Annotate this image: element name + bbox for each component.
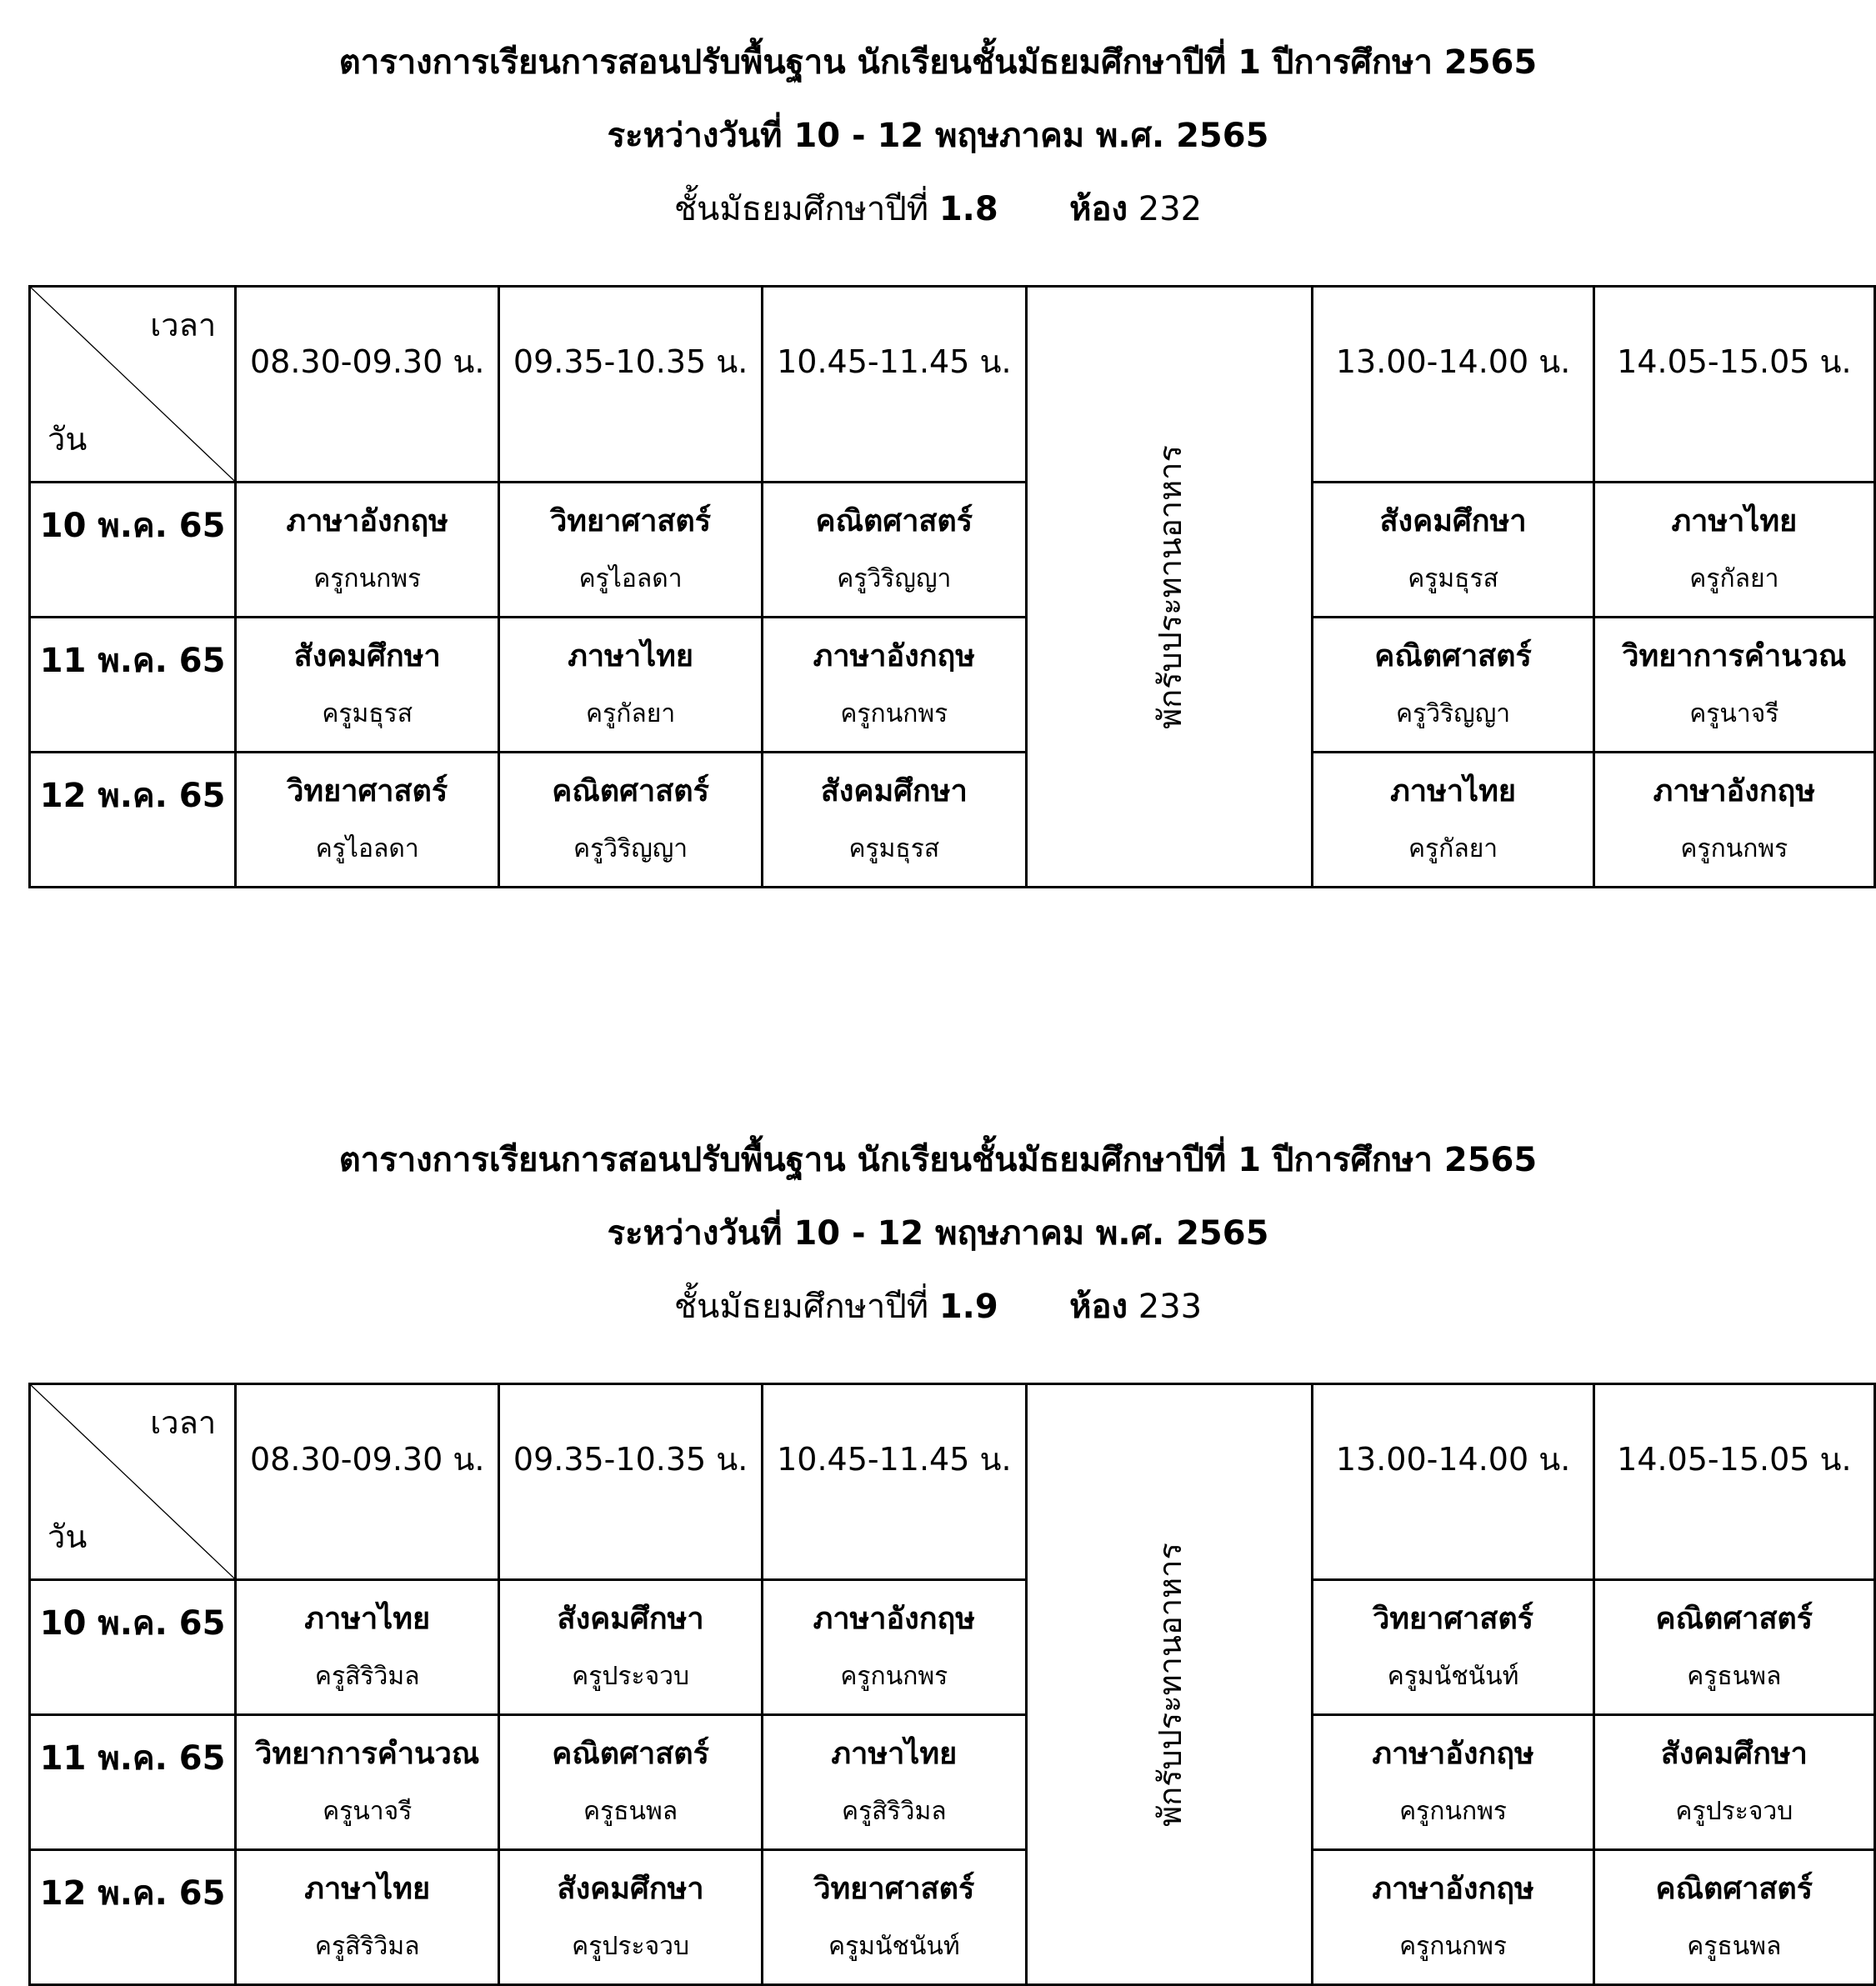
subject: ภาษาอังกฤษ <box>1653 774 1816 808</box>
teacher: ครูมธุรส <box>848 834 940 863</box>
class-cell <box>1593 1850 1874 1985</box>
class-cell <box>1313 1850 1593 1985</box>
class-cell <box>763 483 1027 618</box>
time-header: 10.45-11.45 น. <box>763 287 1027 483</box>
table-row <box>30 1715 1875 1850</box>
subject: ภาษาไทย <box>304 1872 431 1906</box>
teacher: ครูนาจรี <box>1689 699 1779 728</box>
table-row <box>30 1850 1875 1985</box>
class-cell <box>499 618 763 753</box>
class-cell <box>236 1850 499 1985</box>
subject: สังคมศึกษา <box>557 1602 704 1636</box>
subject: วิทยาศาสตร์ <box>1373 1602 1534 1636</box>
header-row <box>30 287 1875 483</box>
teacher: ครูไอลดา <box>315 834 419 863</box>
class-cell <box>1313 1715 1593 1850</box>
time-header: 13.00-14.00 น. <box>1313 1384 1593 1580</box>
corner-cell <box>30 1384 236 1580</box>
subject: ภาษาไทย <box>1390 774 1516 808</box>
table-row <box>30 618 1875 753</box>
teacher: ครูกนกพร <box>1680 834 1788 863</box>
schedule-title: ตารางการเรียนการสอนปรับพื้นฐาน นักเรียนชั้นมัธยมศึกษาปีที่ 1 ปีการศึกษา 2565 <box>338 43 1538 82</box>
room-label: ห้อง <box>1069 1288 1128 1326</box>
subject: ภาษาอังกฤษ <box>813 639 976 673</box>
subject: วิทยาการคำนวณ <box>255 1737 480 1771</box>
class-cell <box>1313 753 1593 888</box>
subject: คณิตศาสตร์ <box>815 504 973 538</box>
class-cell <box>1593 618 1874 753</box>
subject: สังคมศึกษา <box>820 774 968 808</box>
teacher: ครูกนกพร <box>1399 1797 1508 1826</box>
table-row <box>30 483 1875 618</box>
teacher: ครูกนกพร <box>313 564 422 593</box>
class-cell <box>499 1715 763 1850</box>
class-cell <box>236 753 499 888</box>
class-cell <box>236 1580 499 1715</box>
teacher: ครูไอลดา <box>578 564 683 593</box>
teacher: ครูสิริวิมล <box>314 1932 420 1961</box>
teacher: ครูประจวบ <box>572 1662 690 1691</box>
subject: คณิตศาสตร์ <box>552 774 709 808</box>
class-cell <box>1593 1580 1874 1715</box>
teacher: ครูกนกพร <box>1399 1932 1508 1961</box>
header-row <box>30 1384 1875 1580</box>
schedule-subtitle: ระหว่างวันที่ 10 - 12 พฤษภาคม พ.ศ. 2565 <box>607 1214 1269 1253</box>
teacher: ครูมธุรส <box>1408 564 1498 593</box>
room-value: 232 <box>1138 190 1203 228</box>
teacher: ครูวิริญญา <box>837 564 952 593</box>
corner-time-label: เวลา <box>150 1404 217 1441</box>
corner-time-label: เวลา <box>150 307 217 343</box>
class-cell <box>1593 753 1874 888</box>
class-cell <box>1313 618 1593 753</box>
lunch-break-label: พักรับประทานอาหาร <box>1151 444 1188 729</box>
subject: คณิตศาสตร์ <box>552 1737 709 1771</box>
table-row <box>30 753 1875 888</box>
schedule-title: ตารางการเรียนการสอนปรับพื้นฐาน นักเรียนชั้นมัธยมศึกษาปีที่ 1 ปีการศึกษา 2565 <box>338 1141 1538 1179</box>
subject: คณิตศาสตร์ <box>1655 1872 1813 1906</box>
class-cell <box>763 1850 1027 1985</box>
time-header: 08.30-09.30 น. <box>236 287 499 483</box>
time-header: 08.30-09.30 น. <box>236 1384 499 1580</box>
corner-cell <box>30 287 236 483</box>
teacher: ครูกนกพร <box>840 1662 948 1691</box>
teacher: ครูประจวบ <box>1675 1797 1793 1826</box>
corner-day-label: วัน <box>48 1518 88 1555</box>
time-header: 09.35-10.35 น. <box>499 287 763 483</box>
time-header: 10.45-11.45 น. <box>763 1384 1027 1580</box>
subject: ภาษาไทย <box>304 1602 431 1636</box>
subject: ภาษาอังกฤษ <box>1372 1872 1534 1906</box>
teacher: ครูสิริวิมล <box>314 1662 420 1691</box>
teacher: ครูมนัชนันท์ <box>828 1932 960 1961</box>
teacher: ครูนาจรี <box>323 1797 413 1826</box>
subject: สังคมศึกษา <box>557 1872 704 1906</box>
class-cell <box>499 483 763 618</box>
class-cell <box>763 753 1027 888</box>
table-row <box>30 1580 1875 1715</box>
class-cell <box>236 1715 499 1850</box>
grade-label: ชั้นมัธยมศึกษาปีที่ <box>673 1288 929 1326</box>
class-cell <box>763 1580 1027 1715</box>
day-cell: 11 พ.ค. 65 <box>30 618 236 753</box>
teacher: ครูธนพล <box>1687 1662 1782 1691</box>
corner-day-label: วัน <box>48 421 88 458</box>
day-cell: 10 พ.ค. 65 <box>30 483 236 618</box>
subject: ภาษาไทย <box>831 1737 958 1771</box>
class-info <box>0 1279 1876 1333</box>
teacher: ครูกัลยา <box>1408 834 1498 863</box>
subject: ภาษาอังกฤษ <box>813 1602 976 1636</box>
subject: วิทยาศาสตร์ <box>550 504 712 538</box>
grade-value: 1.8 <box>938 190 998 228</box>
subject: ภาษาอังกฤษ <box>1372 1737 1534 1771</box>
teacher: ครูมนัชนันท์ <box>1387 1662 1519 1691</box>
subject: สังคมศึกษา <box>1660 1737 1808 1771</box>
subject: วิทยาศาสตร์ <box>813 1872 975 1906</box>
teacher: ครูมธุรส <box>322 699 413 728</box>
time-header: 14.05-15.05 น. <box>1593 287 1874 483</box>
grade-value: 1.9 <box>938 1288 998 1326</box>
time-header: 09.35-10.35 น. <box>499 1384 763 1580</box>
schedule-table <box>28 1383 1876 1986</box>
grade-label: ชั้นมัธยมศึกษาปีที่ <box>673 190 929 228</box>
room-value: 233 <box>1138 1288 1203 1326</box>
day-cell: 10 พ.ค. 65 <box>30 1580 236 1715</box>
class-info <box>0 182 1876 235</box>
class-cell <box>236 483 499 618</box>
teacher: ครูธนพล <box>583 1797 678 1826</box>
class-cell <box>236 618 499 753</box>
lunch-break-label: พักรับประทานอาหาร <box>1151 1542 1188 1827</box>
teacher: ครูกนกพร <box>840 699 948 728</box>
schedule-subtitle: ระหว่างวันที่ 10 - 12 พฤษภาคม พ.ศ. 2565 <box>607 117 1269 155</box>
teacher: ครูสิริวิมล <box>842 1797 947 1826</box>
class-cell <box>763 1715 1027 1850</box>
day-cell: 11 พ.ค. 65 <box>30 1715 236 1850</box>
teacher: ครูกัลยา <box>1689 564 1779 593</box>
lunch-break-cell <box>1026 287 1313 888</box>
class-cell <box>1593 483 1874 618</box>
subject: ภาษาไทย <box>568 639 694 673</box>
room-label: ห้อง <box>1069 190 1128 228</box>
time-header: 13.00-14.00 น. <box>1313 287 1593 483</box>
class-cell <box>499 753 763 888</box>
subject: วิทยาศาสตร์ <box>287 774 448 808</box>
class-cell <box>1313 483 1593 618</box>
teacher: ครูวิริญญา <box>1396 699 1511 728</box>
subject: ภาษาอังกฤษ <box>286 504 448 538</box>
class-cell <box>1593 1715 1874 1850</box>
time-header: 14.05-15.05 น. <box>1593 1384 1874 1580</box>
class-cell <box>1313 1580 1593 1715</box>
subject: วิทยาการคำนวณ <box>1622 639 1847 673</box>
teacher: ครูประจวบ <box>572 1932 690 1961</box>
schedule-table <box>28 285 1876 888</box>
class-cell <box>763 618 1027 753</box>
subject: ภาษาไทย <box>1671 504 1798 538</box>
subject: คณิตศาสตร์ <box>1655 1602 1813 1636</box>
lunch-break-cell <box>1026 1384 1313 1985</box>
subject: สังคมศึกษา <box>1379 504 1527 538</box>
class-cell <box>499 1580 763 1715</box>
teacher: ครูกัลยา <box>586 699 676 728</box>
day-cell: 12 พ.ค. 65 <box>30 753 236 888</box>
day-cell: 12 พ.ค. 65 <box>30 1850 236 1985</box>
teacher: ครูวิริญญา <box>573 834 688 863</box>
teacher: ครูธนพล <box>1687 1932 1782 1961</box>
class-cell <box>499 1850 763 1985</box>
subject: สังคมศึกษา <box>293 639 441 673</box>
subject: คณิตศาสตร์ <box>1374 639 1532 673</box>
